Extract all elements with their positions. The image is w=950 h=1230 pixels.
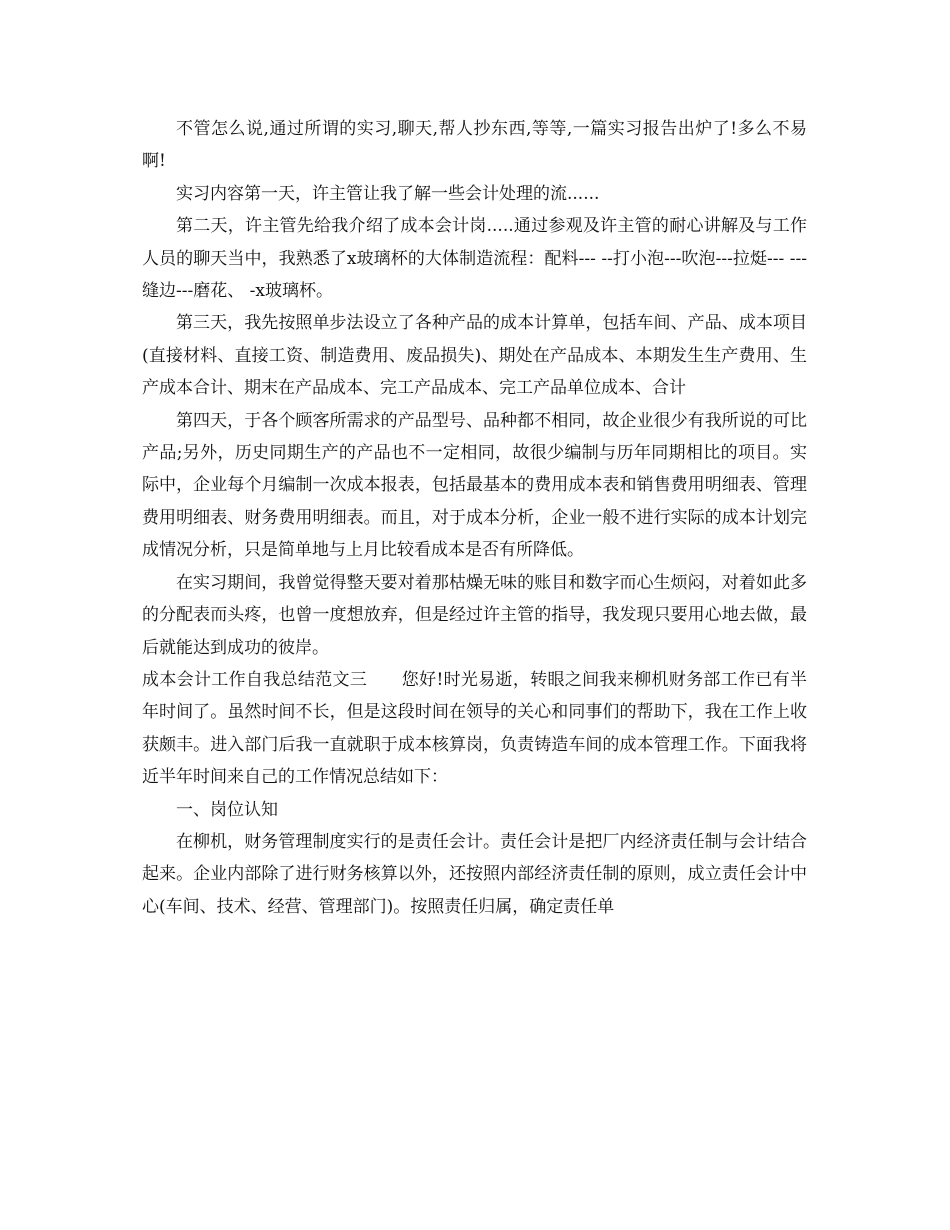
paragraph-1: 不管怎么说,通过所谓的实习,聊天,帮人抄东西,等等,一篇实习报告出炉了!多么不易啊!	[142, 119, 807, 172]
paragraph-4: 第三天，我先按照单步法设立了各种产品的成本计算单，包括车间、产品、成本项目(直接材料、直接工资、制造费用、废品损失)、期处在产品成本、本期发生生产费用、生产成本合计、期末在产品成本、完工产品成本、完工产品单位成本、合计	[142, 313, 807, 399]
paragraph-9: 在柳机，财务管理制度实行的是责任会计。责任会计是把厂内经济责任制与会计结合起来。企业内部除了进行财务核算以外，还按照内部经济责任制的原则，成立责任会计中心(车间、技术、经营、管理部门)。按照责任归属，确定责任单	[142, 831, 807, 917]
document-body	[142, 113, 807, 923]
paragraph-6: 在实习期间，我曾觉得整天要对着那枯燥无味的账目和数字而心生烦闷，对着如此多的分配表而头疼，也曾一度想放弃，但是经过许主管的指导，我发现只要用心地去做，最后就能达到成功的彼岸。	[142, 572, 807, 658]
paragraph-5: 第四天，于各个顾客所需求的产品型号、品种都不相同，故企业很少有我所说的可比产品;另外，历史同期生产的产品也不一定相同，故很少编制与历年同期相比的项目。实际中，企业每个月编制一次成本报表，包括最基本的费用成本表和销售费用明细表、管理费用明细表、财务费用明细表。而且，对于成本分析，企业一般不进行实际的成本计划完成情况分析，只是简单地与上月比较看成本是否有所降低。	[142, 410, 807, 561]
paragraph-3: 第二天，许主管先给我介绍了成本会计岗.....通过参观及许主管的耐心讲解及与工作人员的聊天当中，我熟悉了x玻璃杯的大体制造流程：配料--- --打小泡---吹泡---拉烶--- ---缝边---磨花、 -x玻璃杯。	[142, 216, 807, 302]
paragraph-7-section-title: 成本会计工作自我总结范文三 您好!时光易逝，转眼之间我来柳机财务部工作已有半年时间了。虽然时间不长，但是这段时间在领导的关心和同事们的帮助下，我在工作上收获颇丰。进入部门后我一直就职于成本核算岗，负责铸造车间的成本管理工作。下面我将近半年时间来自己的工作情况总结如下：	[142, 669, 807, 788]
paragraph-2: 实习内容第一天，许主管让我了解一些会计处理的流......	[176, 183, 600, 204]
paragraph-8-heading: 一、岗位认知	[176, 799, 278, 820]
